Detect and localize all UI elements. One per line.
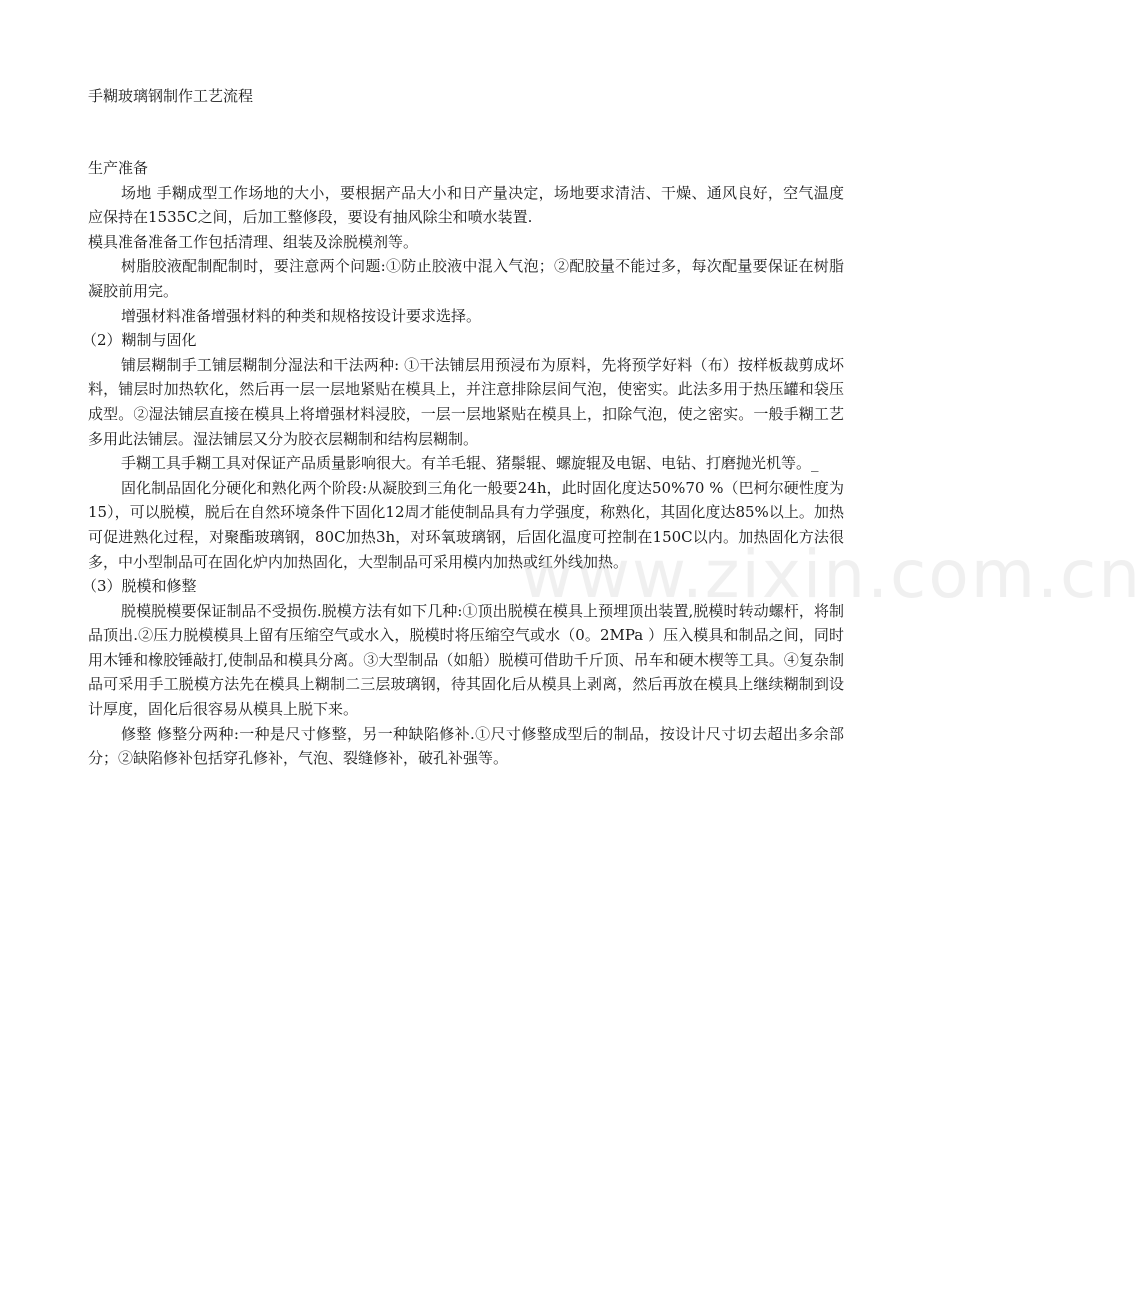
paragraph-layup: 铺层糊制手工铺层糊制分湿法和干法两种: ①干法铺层用预浸布为原料，先将预学好料（布）按样板裁剪成坏料，铺层时加热软化，然后再一层一层地紧贴在模具上，并注意排除层间气泡，使密实。此法多用于热压罐和袋压成型。②湿法铺层直接在模具上将增强材料浸胶，一层一层地紧贴在模具上，扣除气泡，使之密实。一般手糊工艺多用此法铺层。湿法铺层又分为胶衣层糊制和结构层糊制。 (88, 355, 844, 448)
watermark: www.zixin.com.cn (520, 536, 1142, 613)
document-title: 手糊玻璃钢制作工艺流程 (88, 87, 254, 105)
paragraph-demolding: 脱模脱模要保证制品不受损伤.脱模方法有如下几种:①顶出脱模在模具上预埋顶出装置,脱模时转动螺杆，将制品顶出.②压力脱模模具上留有压缩空气或水入，脱模时将压缩空气或水（0。2MPa ）压入模具和制品之间，同时用木锤和橡胶锤敲打,使制品和模具分离。③大型制品（如船）脱模可借助千斤顶、吊车和硬木楔等工具。④复杂制品可采用手工脱模方法先在模具上糊制二三层玻璃钢，待其固化后从模具上剥离，然后再放在模具上继续糊制到设计厚度，固化后很容易从模具上脱下来。 (88, 601, 844, 719)
paragraph-mold-prep: 模具准备准备工作包括清理、组装及涂脱模剂等。 (88, 232, 419, 251)
section-heading-demold-trim: （3）脱模和修整 (82, 577, 197, 596)
paragraph-tools: 手糊工具手糊工具对保证产品质量影响很大。有羊毛辊、猪鬃辊、螺旋辊及电锯、电钻、打磨抛光机等。_ (121, 454, 819, 473)
paragraph-site: 场地 手糊成型工作场地的大小，要根据产品大小和日产量决定，场地要求清洁、干燥、通风良好，空气温度应保持在1535C之间，后加工整修段，要设有抽风除尘和喷水装置. (88, 183, 844, 227)
document-body (82, 156, 844, 771)
section-heading-layup-curing: （2）糊制与固化 (82, 331, 197, 350)
paragraph-reinforcement-prep: 增强材料准备增强材料的种类和规格按设计要求选择。 (121, 306, 482, 325)
paragraph-resin-prep: 树脂胶液配制配制时，要注意两个问题:①防止胶液中混入气泡；②配胶量不能过多，每次配量要保证在树脂凝胶前用完。 (88, 257, 844, 300)
paragraph-curing: 固化制品固化分硬化和熟化两个阶段:从凝胶到三角化一般要24h，此时固化度达50%70 %（巴柯尔硬性度为15），可以脱模，脱后在自然环境条件下固化12周才能使制品具有力学强度，称熟化，其固化度达85%以上。加热可促进熟化过程，对聚酯玻璃钢，80C加热3h，对环氧玻璃钢，后固化温度可控制在150C以内。加热固化方法很多，中小型制品可在固化炉内加热固化，大型制品可采用模内加热或红外线加热。 (88, 478, 844, 571)
paragraph-trimming: 修整 修整分两种:一种是尺寸修整，另一种缺陷修补.①尺寸修整成型后的制品，按设计尺寸切去超出多余部分；②缺陷修补包括穿孔修补，气泡、裂缝修补，破孔补强等。 (88, 724, 844, 768)
section-heading-production-prep: 生产准备 (88, 159, 149, 177)
